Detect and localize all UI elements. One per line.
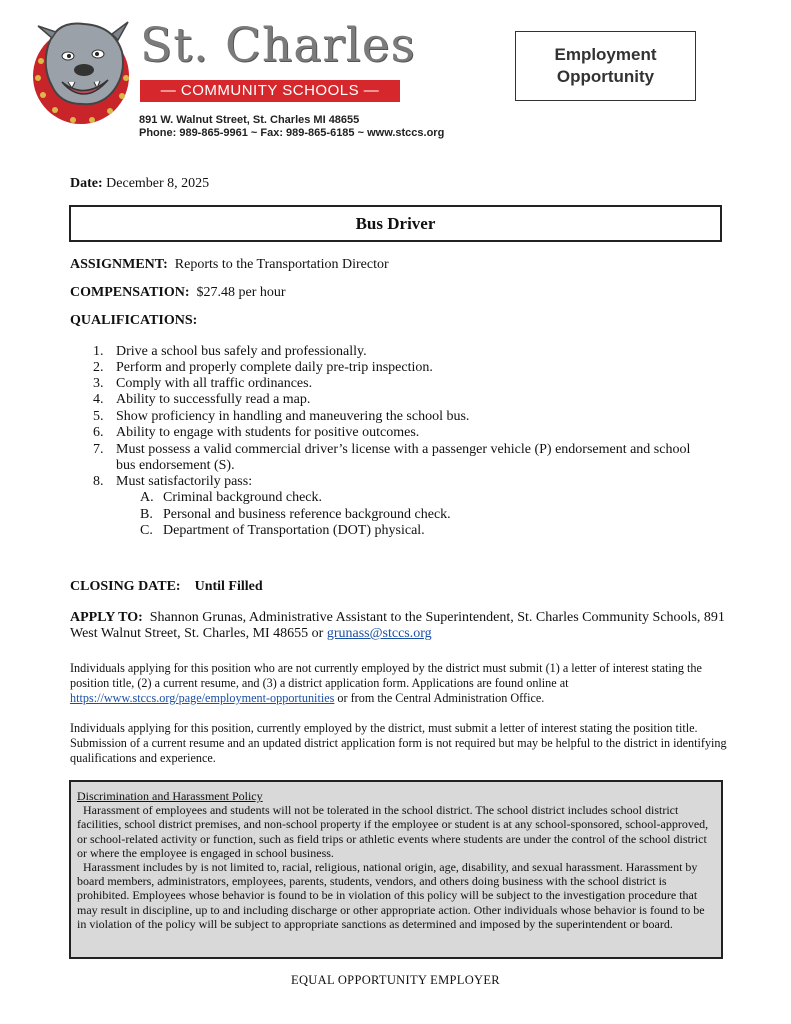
qualification-sub-item: A. Criminal background check. [140, 490, 323, 505]
job-title: Bus Driver [69, 205, 722, 242]
org-contact: Phone: 989-865-9961 ~ Fax: 989-865-6185 ~ www.stccs.org [139, 127, 445, 139]
bulldog-logo [26, 16, 136, 128]
closing-label: CLOSING DATE: [70, 579, 181, 594]
qualification-item: 1. Drive a school bus safely and professionally. [93, 344, 367, 359]
apply-text: Shannon Grunas, Administrative Assistant to the Superintendent, St. Charles Community Schools, 891 West Walnut Street, St. Charles, MI 48655 or [70, 610, 725, 641]
qualification-sub-item: C. Department of Transportation (DOT) physical. [140, 523, 425, 538]
qualification-item: 4. Ability to successfully read a map. [93, 392, 311, 407]
qualification-item: 8. Must satisfactorily pass: [93, 474, 253, 489]
date-line [70, 176, 209, 192]
qualification-sub-item: B. Personal and business reference background check. [140, 507, 451, 522]
assignment-label: ASSIGNMENT: [70, 257, 168, 272]
compensation-label: COMPENSATION: [70, 285, 190, 300]
harassment-policy-box [69, 780, 723, 959]
assignment-line [70, 257, 389, 273]
employment-opportunity-box [515, 31, 696, 101]
qualification-item: 2. Perform and properly complete daily pre-trip inspection. [93, 360, 433, 375]
policy-paragraph-1: Harassment of employees and students will not be tolerated in the school district. The school district includes school district facilities, school district premises, and non-school property if the employee or student is at any school-sponsored, school-approved, or school-related activity or function, such as field trips or athletic events where students are under the control of the school district or where the employee is engaged in school business. [77, 803, 709, 860]
qualification-item: 7. Must possess a valid commercial driver’s license with a passenger vehicle (P) endorsement and school bus endorsement (S). [93, 442, 691, 473]
apply-to-block [70, 610, 730, 642]
qualification-item: 5. Show proficiency in handling and maneuvering the school bus. [93, 409, 470, 424]
apply-email-link[interactable]: grunass@stccs.org [326, 626, 432, 641]
apply-label: APPLY TO: [70, 610, 143, 625]
qualification-item: 6. Ability to engage with students for positive outcomes. [93, 425, 420, 440]
date-value: December 8, 2025 [106, 176, 210, 191]
box-line-1: Employment [554, 45, 657, 64]
date-label: Date: [70, 176, 103, 191]
qualifications-label: QUALIFICATIONS: [70, 313, 198, 328]
box-line-2: Opportunity [556, 67, 655, 86]
compensation-value: $27.48 per hour [196, 285, 286, 300]
employment-opportunities-link[interactable]: https://www.stccs.org/page/employment-opportunities [70, 691, 335, 705]
compensation-line [70, 285, 286, 301]
policy-paragraph-2: Harassment includes by is not limited to, racial, religious, national origin, age, disability, and sexual harassment. Harassment by board members, administrators, employees, parents, students, vendors, and others doing business with the school district is prohibited. Employees whose behavior is found to be in violation of this policy will be subject to the investigation procedure that may result in discipline, up to and including discharge or other appropriate action. Other individuals whose behavior is found to be in violation of the policy will be subject to appropriate sanctions as determined and imposed by the superintendent or board. [77, 860, 705, 931]
org-name: St. Charles [140, 18, 416, 73]
org-address-block [139, 114, 444, 140]
internal-applicants-paragraph: Individuals applying for this position, currently employed by the district, must submit a letter of interest stating the position title. Submission of a current resume and an updated district application form is not required but may be helpful to the district in identifying qualifications and experience. [70, 721, 727, 765]
closing-value: Until Filled [194, 579, 263, 594]
equal-opportunity-footer: EQUAL OPPORTUNITY EMPLOYER [291, 973, 500, 987]
org-banner: — COMMUNITY SCHOOLS — [140, 80, 400, 102]
assignment-value: Reports to the Transportation Director [174, 257, 389, 272]
policy-title: Discrimination and Harassment Policy [77, 789, 263, 803]
external-applicants-paragraph: Individuals applying for this position who are not currently employed by the district must submit (1) a letter of interest stating the position title, (2) a current resume, and (3) a district application form. Applications are found online at https://www.stccs.org/page/employment-opportunities or from the Central Administration Office. [70, 661, 702, 705]
closing-date-line [70, 579, 263, 595]
org-address: 891 W. Walnut Street, St. Charles MI 48655 [139, 114, 360, 126]
qualification-item: 3. Comply with all traffic ordinances. [93, 376, 313, 391]
